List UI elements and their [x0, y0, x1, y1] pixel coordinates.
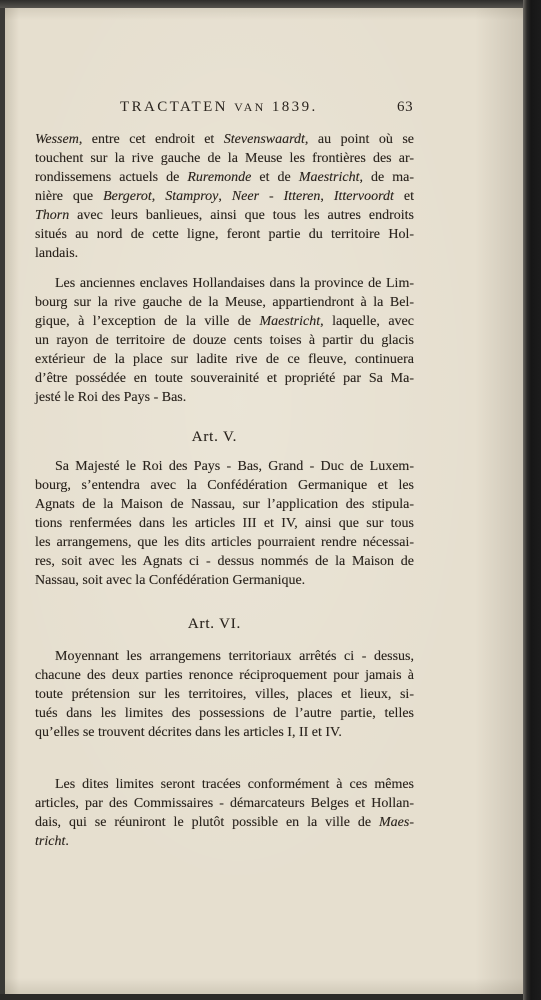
- italic-place-name: tricht: [35, 834, 66, 849]
- italic-place-name: Maestricht: [259, 314, 321, 329]
- text-line: Thorn avec leurs banlieues, ainsi que tous les autres endroits: [35, 208, 414, 223]
- paragraph-article-6-limits: [35, 775, 414, 851]
- running-head-title: TRACTATEN: [120, 99, 228, 115]
- italic-place-name: Thorn: [35, 208, 70, 223]
- text-line: situés au nord de cette ligne, feront partie du territoire Hol-: [35, 227, 414, 242]
- italic-place-name: Bergerot: [103, 189, 152, 204]
- italic-place-name: Wessem: [35, 132, 79, 147]
- scan-border-bottom: [0, 994, 523, 1000]
- text-line: un rayon de territoire de douze cents toises à partir du glacis: [35, 333, 414, 348]
- scan-border-top: [0, 0, 523, 8]
- text-line: bourg, s’entendra avec la Confédération Germanique et les: [35, 478, 414, 493]
- text-line: Moyennant les arrangemens territoriaux arrêtés ci - dessus,: [55, 649, 414, 664]
- italic-place-name: Neer - Itteren: [231, 189, 321, 204]
- text-line: res, soit avec les Agnats ci - dessus nommés de la Maison de: [35, 554, 414, 569]
- italic-place-name: Stamproy: [165, 189, 219, 204]
- paragraph-article-4-enclaves: [35, 274, 414, 407]
- text-line: Sa Majesté le Roi des Pays - Bas, Grand - Duc de Luxem-: [55, 459, 414, 474]
- paragraph-article-5: [35, 457, 414, 590]
- paragraph-article-4-continuation: [35, 130, 414, 263]
- text-line: landais.: [35, 246, 79, 261]
- page-number: 63: [397, 99, 414, 115]
- italic-place-name: Stevenswaardt: [223, 132, 305, 147]
- running-head-year: 1839.: [271, 99, 318, 115]
- text-line: toute prétension sur les territoires, villes, places et lieux, si-: [35, 687, 414, 702]
- running-head-connector: VAN: [234, 100, 266, 114]
- italic-place-name: Ittervoordt: [333, 189, 394, 204]
- text-line: Les anciennes enclaves Hollandaises dans la province de Lim-: [55, 276, 414, 291]
- text-line: rondissemens actuels de Ruremonde et de Maestricht, de ma-: [35, 170, 414, 185]
- article-5-heading: Art. V.: [191, 429, 238, 445]
- text-line: Wessem, entre cet endroit et Stevenswaardt, au point où se: [35, 132, 415, 147]
- running-head: [120, 98, 318, 117]
- text-line: nière que Bergerot, Stamproy, Neer - Itteren, Ittervoordt et: [35, 189, 414, 204]
- text-line: gique, à l’exception de la ville de Maestricht, laquelle, avec: [35, 314, 414, 329]
- text-line: tions renfermées dans les articles III et IV, ainsi que sur tous: [35, 516, 414, 531]
- italic-place-name: Maestricht: [298, 170, 360, 185]
- text-line: d’être possédée en toute souverainité et propriété par Sa Ma-: [35, 371, 414, 386]
- text-line: Les dites limites seront tracées conformément à ces mêmes: [55, 777, 414, 792]
- text-line: touchent sur la rive gauche de la Meuse les frontières des ar-: [35, 151, 414, 166]
- paragraph-article-6-renunciation: [35, 647, 414, 742]
- book-gutter-edge: [523, 0, 541, 1000]
- text-line: dais, qui se réuniront le plutôt possible en la ville de Maes-: [35, 815, 414, 830]
- text-line: tricht.: [35, 834, 69, 849]
- italic-place-name: Ruremonde: [187, 170, 252, 185]
- text-line: Nassau, soit avec la Confédération Germanique.: [35, 573, 306, 588]
- text-line: qu’elles se trouvent décrites dans les articles I, II et IV.: [35, 725, 342, 740]
- text-line: jesté le Roi des Pays - Bas.: [35, 390, 187, 405]
- article-6-heading: Art. VI.: [187, 616, 242, 632]
- italic-place-name: Maes-: [379, 815, 414, 830]
- text-line: Agnats de la Maison de Nassau, sur l’application des stipula-: [35, 497, 414, 512]
- text-line: extérieur de la place sur ladite rive de ce fleuve, continuera: [35, 352, 414, 367]
- text-line: articles, par des Commissaires - démarcateurs Belges et Hollan-: [35, 796, 414, 811]
- text-line: les arrangemens, que les dits articles pourraient rendre nécessai-: [35, 535, 414, 550]
- text-line: chacune des deux parties renonce réciproquement pour jamais à: [35, 668, 414, 683]
- text-line: tués dans les limites des possessions de l’autre partie, telles: [35, 706, 414, 721]
- text-line: bourg sur la rive gauche de la Meuse, appartiendront à la Bel-: [35, 295, 414, 310]
